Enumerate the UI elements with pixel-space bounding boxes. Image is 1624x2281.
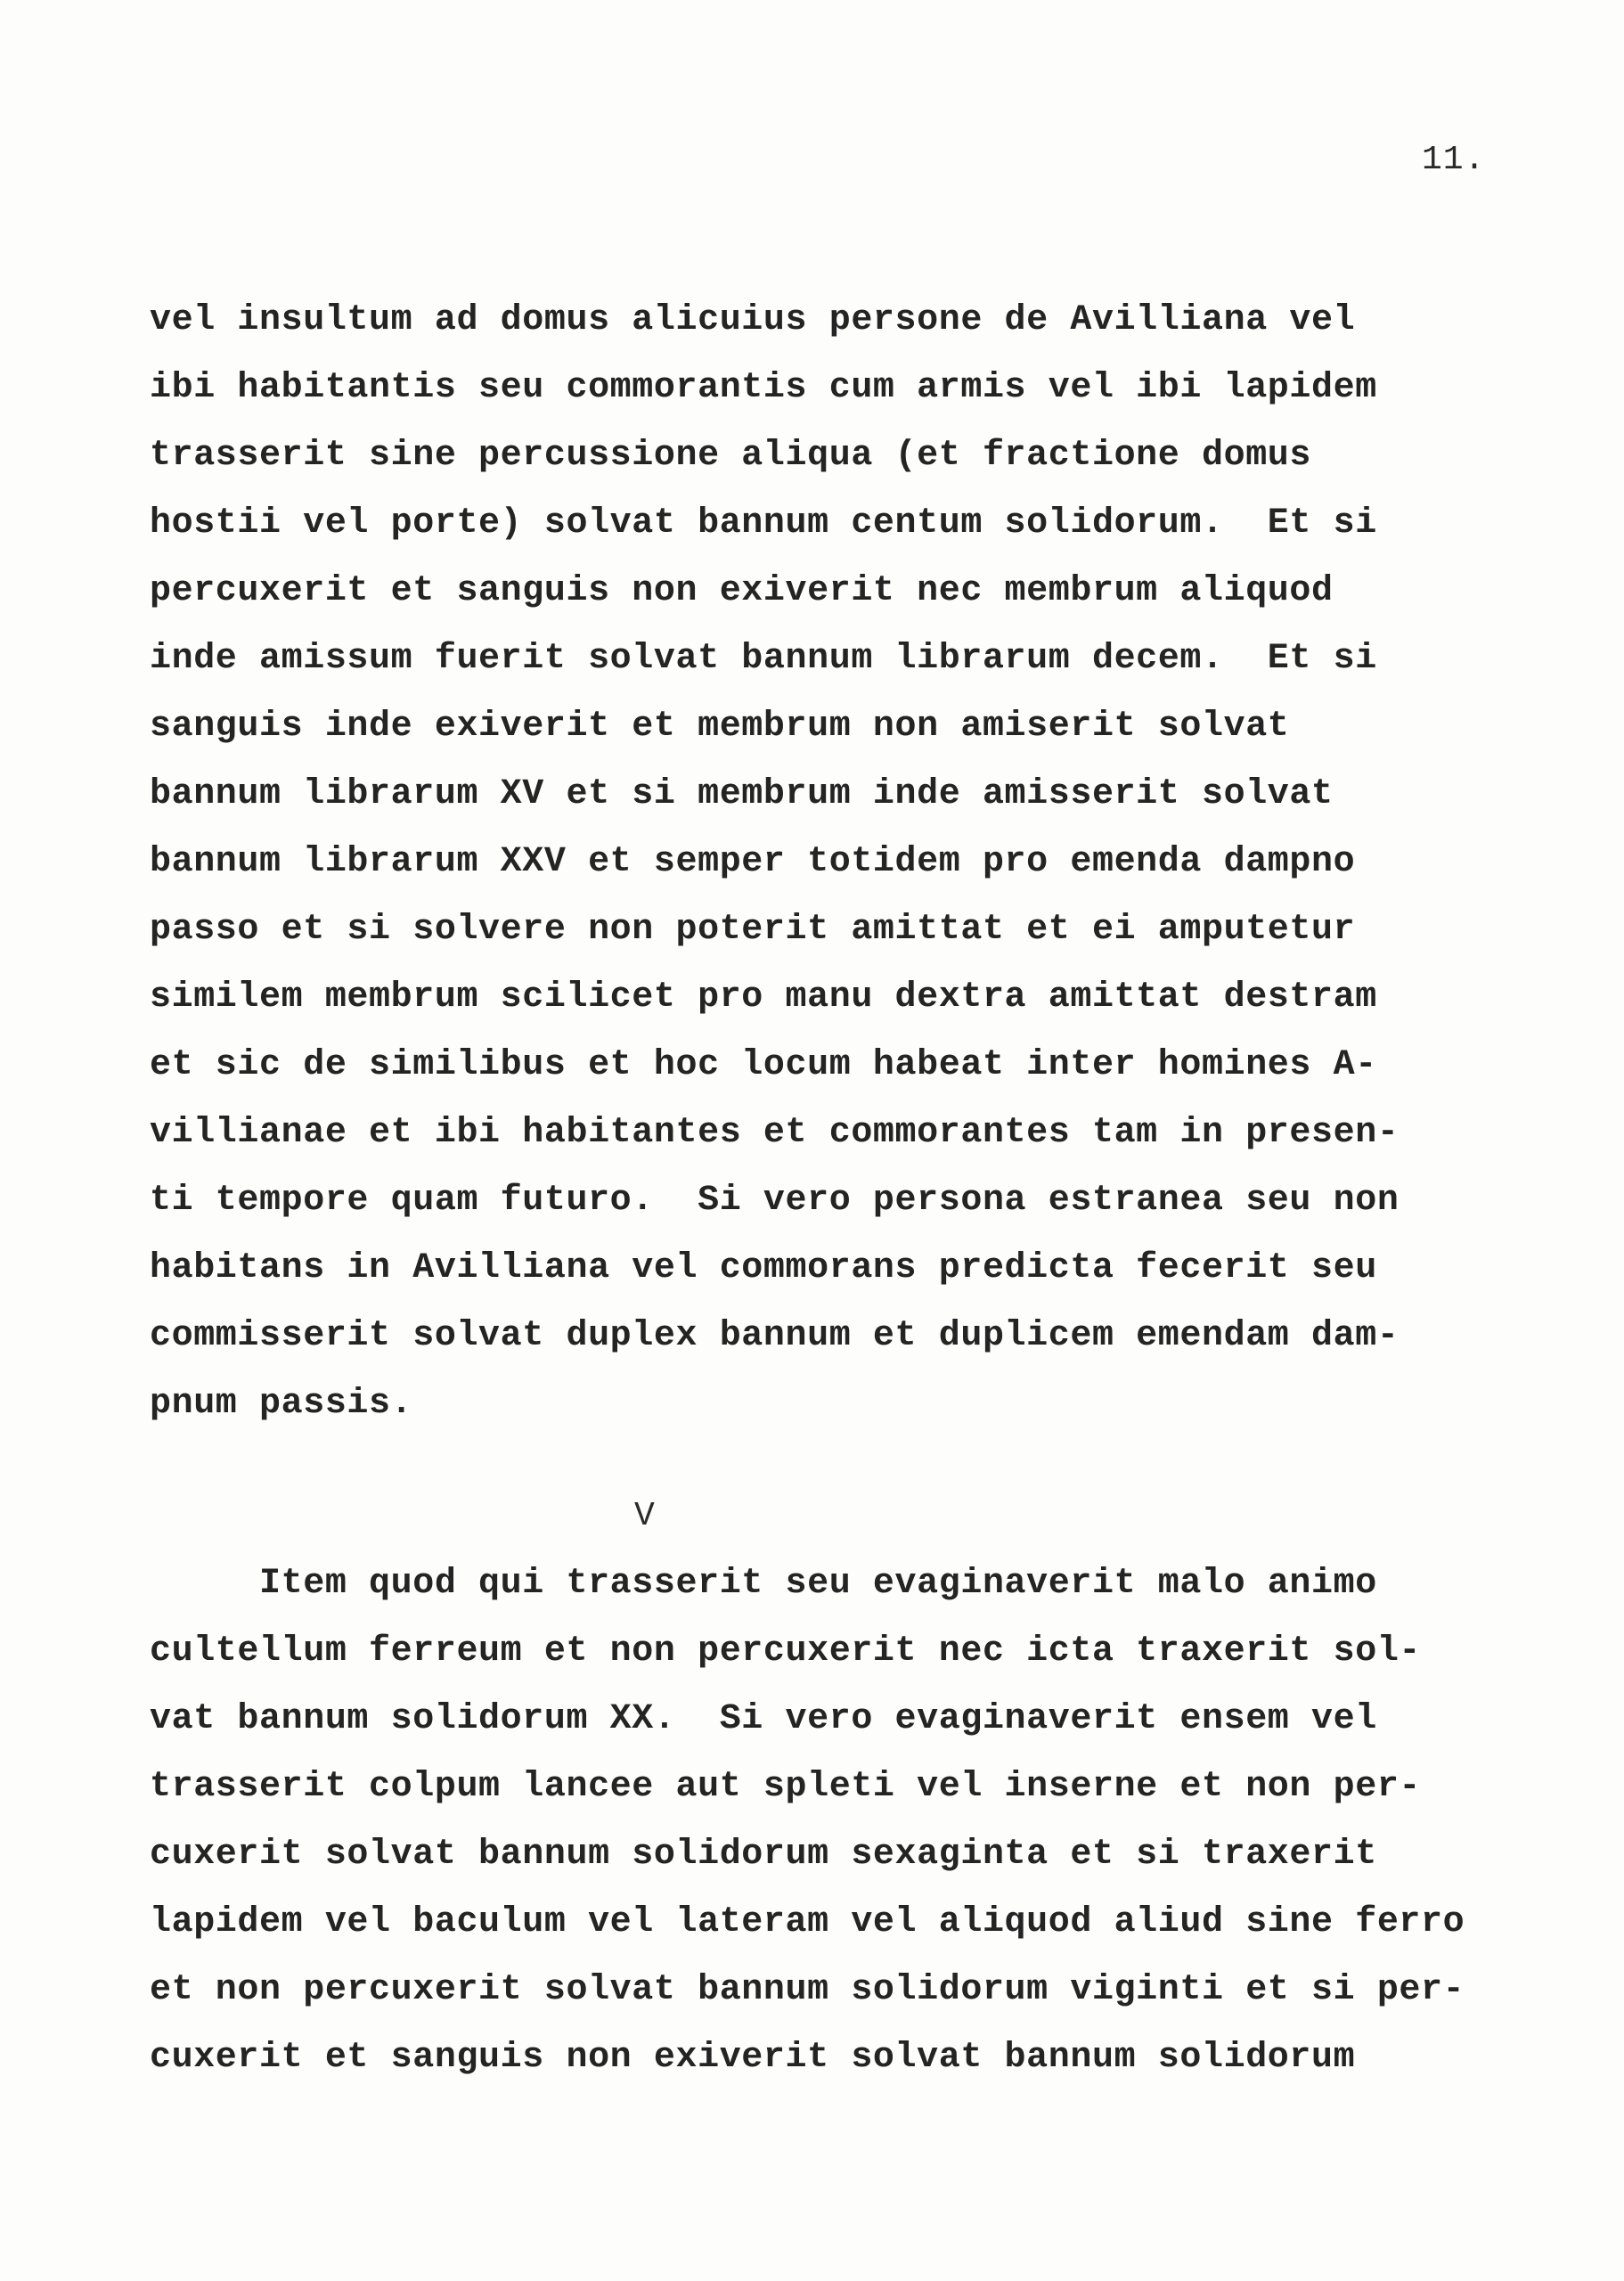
text-line: bannum librarum XXV et semper totidem pro emenda dampno — [150, 842, 1356, 882]
text-line: commisserit solvat duplex bannum et duplicem emendam dam- — [150, 1316, 1400, 1356]
text-line: percuxerit et sanguis non exiverit nec membrum aliquod — [150, 571, 1334, 611]
text-line: similem membrum scilicet pro manu dextra amittat destram — [150, 977, 1377, 1018]
text-line: passo et si solvere non poterit amittat et ei amputetur — [150, 910, 1356, 950]
text-line: et non percuxerit solvat bannum solidorum viginti et si per- — [150, 1970, 1465, 2010]
text-line: bannum librarum XV et si membrum inde amisserit solvat — [150, 774, 1334, 814]
text-line: ti tempore quam futuro. Si vero persona estranea seu non — [150, 1181, 1400, 1221]
text-line: Item quod qui trasserit seu evaginaverit malo animo — [150, 1564, 1377, 1604]
page-number: 11. — [1422, 141, 1486, 179]
text-line: sanguis inde exiverit et membrum non amiserit solvat — [150, 707, 1290, 747]
text-line: et sic de similibus et hoc locum habeat inter homines A- — [150, 1045, 1377, 1085]
text-line: cuxerit solvat bannum solidorum sexaginta et si traxerit — [150, 1835, 1377, 1875]
section-heading: V — [634, 1497, 655, 1535]
section-1-paragraph — [150, 287, 1399, 1438]
text-line: inde amissum fuerit solvat bannum librarum decem. Et si — [150, 639, 1377, 679]
text-line: vel insultum ad domus alicuius persone de Avilliana vel — [150, 300, 1356, 340]
text-line: trasserit colpum lancee aut spleti vel inserne et non per- — [150, 1767, 1422, 1807]
text-line: cultellum ferreum et non percuxerit nec icta traxerit sol- — [150, 1631, 1422, 1672]
text-line: hostii vel porte) solvat bannum centum solidorum. Et si — [150, 503, 1377, 544]
text-line: cuxerit et sanguis non exiverit solvat bannum solidorum — [150, 2038, 1356, 2078]
text-line: ibi habitantis seu commorantis cum armis vel ibi lapidem — [150, 368, 1377, 408]
text-line: vat bannum solidorum XX. Si vero evaginaverit ensem vel — [150, 1699, 1377, 1739]
text-line: pnum passis. — [150, 1384, 413, 1424]
section-2-paragraph — [150, 1550, 1465, 2092]
text-line: villianae et ibi habitantes et commorantes tam in presen- — [150, 1113, 1400, 1153]
text-line: lapidem vel baculum vel lateram vel aliquod aliud sine ferro — [150, 1902, 1465, 1942]
text-line: habitans in Avilliana vel commorans predicta fecerit seu — [150, 1248, 1377, 1288]
text-line: trasserit sine percussione aliqua (et fractione domus — [150, 436, 1312, 476]
